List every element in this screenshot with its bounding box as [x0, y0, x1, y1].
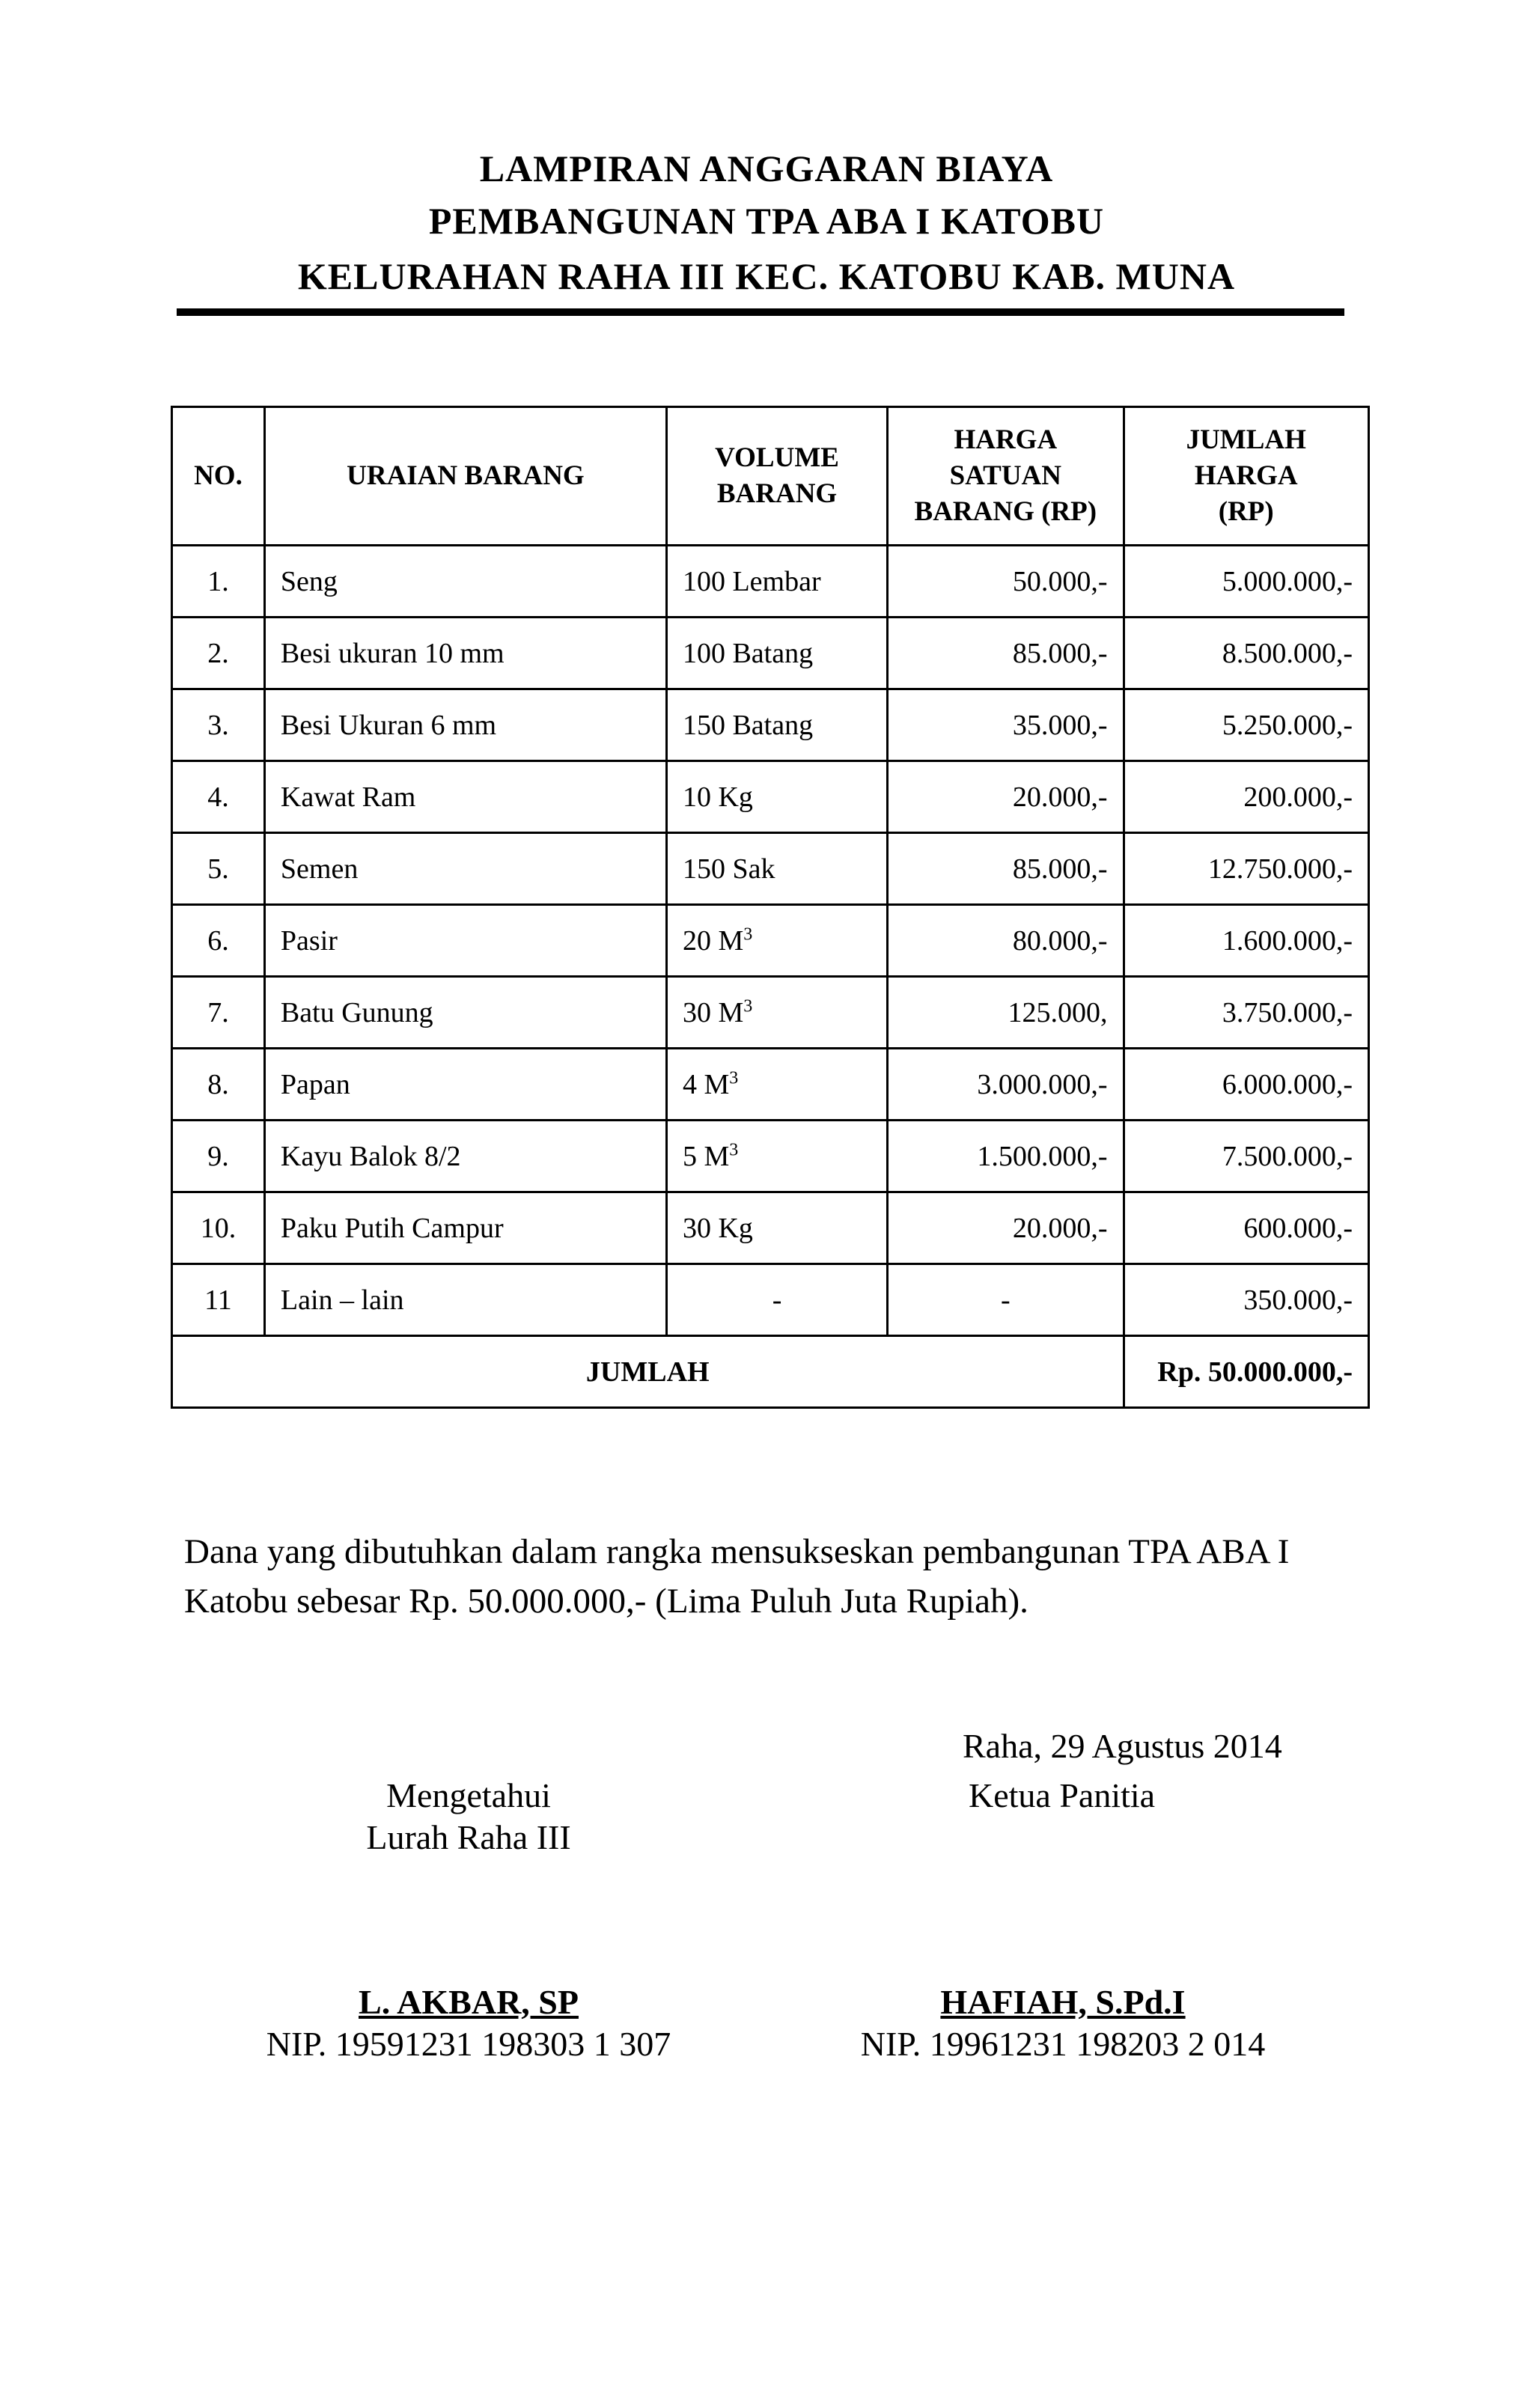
row-description-text: Besi ukuran 10 mm [280, 637, 505, 669]
row-total-price-text: 3.750.000,- [1222, 996, 1353, 1028]
row-number-text: 6. [207, 924, 229, 957]
paragraph-line-1: Dana yang dibutuhkan dalam rangka mensukseskan pembangunan TPA ABA I [184, 1532, 1290, 1571]
row-unit-price-text: 80.000,- [1012, 924, 1108, 957]
table-row [172, 761, 1369, 833]
table-row [172, 689, 1369, 761]
header-unit-line-2: SATUAN [949, 460, 1062, 491]
row-unit-price [888, 1192, 1124, 1264]
row-description [264, 905, 666, 977]
row-number [172, 905, 265, 977]
row-description-text: Seng [280, 565, 338, 597]
header-volume [666, 407, 887, 546]
row-volume-text: - [772, 1284, 782, 1316]
row-total-price-text: 600.000,- [1243, 1212, 1353, 1244]
left-signatory-nip: NIP. 19591231 198303 1 307 [266, 2025, 671, 2063]
table-row [172, 1049, 1369, 1121]
row-number [172, 1049, 265, 1121]
header-total-line-2: HARGA [1194, 460, 1298, 491]
row-description-text: Pasir [280, 924, 338, 957]
row-unit-price-text: 20.000,- [1012, 781, 1108, 813]
left-role-1: Mengetahui [386, 1776, 551, 1814]
row-total-price-text: 8.500.000,- [1222, 637, 1353, 669]
row-volume-text: 150 Sak [682, 853, 775, 885]
row-description-text: Semen [280, 853, 359, 885]
row-number-text: 2. [207, 637, 229, 669]
right-signatory-nip: NIP. 19961231 198203 2 014 [860, 2025, 1266, 2063]
table-row [172, 618, 1369, 689]
table-row [172, 1121, 1369, 1192]
row-number-text: 11 [204, 1284, 232, 1316]
table-row [172, 833, 1369, 905]
row-description-text: Batu Gunung [280, 996, 433, 1028]
row-total-price [1124, 1049, 1369, 1121]
header-no: NO. [172, 407, 265, 546]
row-unit-price-text: 50.000,- [1012, 565, 1108, 597]
row-description [264, 977, 666, 1049]
row-unit-price [888, 1121, 1124, 1192]
row-total-price-text: 1.600.000,- [1222, 924, 1353, 957]
row-volume-text: 4 M [682, 1068, 730, 1100]
table-header-row [172, 407, 1369, 546]
row-number [172, 546, 265, 618]
row-total-price [1124, 761, 1369, 833]
header-unit-price [888, 407, 1124, 546]
header-total-price [1124, 407, 1369, 546]
row-description [264, 1121, 666, 1192]
row-unit-price [888, 977, 1124, 1049]
row-total-price [1124, 1264, 1369, 1336]
row-number [172, 977, 265, 1049]
row-total-price [1124, 833, 1369, 905]
row-description [264, 833, 666, 905]
row-number [172, 761, 265, 833]
row-number [172, 833, 265, 905]
row-total-price-text: 350.000,- [1243, 1284, 1353, 1316]
row-unit-price-text: 125.000, [1008, 996, 1108, 1028]
row-number [172, 689, 265, 761]
row-volume-text: 100 Lembar [682, 565, 821, 597]
header-unit-line-1: HARGA [954, 424, 1058, 455]
row-number-text: 4. [207, 781, 229, 813]
row-description [264, 1192, 666, 1264]
left-signatory-name: L. AKBAR, SP [359, 1983, 579, 2021]
right-role: Ketua Panitia [969, 1776, 1156, 1814]
row-volume [666, 761, 887, 833]
row-volume [666, 977, 887, 1049]
volume-superscript: 3 [729, 1139, 739, 1159]
row-total-price [1124, 546, 1369, 618]
sum-value: Rp. 50.000.000,- [1124, 1336, 1369, 1408]
table-row [172, 1264, 1369, 1336]
row-volume-text: 150 Batang [682, 709, 814, 741]
row-unit-price-text: 1.500.000,- [977, 1140, 1108, 1172]
header-volume-line-2: BARANG [716, 478, 838, 509]
row-unit-price [888, 1049, 1124, 1121]
row-volume-text: 20 M [682, 924, 744, 957]
row-volume [666, 1049, 887, 1121]
row-total-price-text: 5.000.000,- [1222, 565, 1353, 597]
row-unit-price-text: 85.000,- [1012, 637, 1108, 669]
header-total-line-3: (RP) [1218, 496, 1274, 527]
row-volume-text: 30 Kg [682, 1212, 753, 1244]
row-volume [666, 905, 887, 977]
row-unit-price [888, 761, 1124, 833]
row-unit-price-text: 20.000,- [1012, 1212, 1108, 1244]
row-volume [666, 689, 887, 761]
row-number-text: 7. [207, 996, 229, 1028]
row-total-price [1124, 905, 1369, 977]
row-description [264, 689, 666, 761]
left-role-2: Lurah Raha III [366, 1818, 571, 1856]
row-description [264, 761, 666, 833]
row-volume [666, 833, 887, 905]
place-date: Raha, 29 Agustus 2014 [963, 1727, 1282, 1765]
header-volume-line-1: VOLUME [715, 442, 839, 473]
table-row [172, 905, 1369, 977]
table-row [172, 546, 1369, 618]
row-unit-price [888, 546, 1124, 618]
right-signatory-name: HAFIAH, S.Pd.I [940, 1983, 1186, 2021]
volume-superscript: 3 [743, 996, 753, 1016]
table-row [172, 977, 1369, 1049]
volume-superscript: 3 [743, 924, 753, 944]
row-description-text: Paku Putih Campur [280, 1212, 504, 1244]
row-volume [666, 1192, 887, 1264]
row-total-price-text: 200.000,- [1243, 781, 1353, 813]
title-line-1: LAMPIRAN ANGGARAN BIAYA [479, 147, 1054, 189]
row-number [172, 1192, 265, 1264]
row-volume [666, 618, 887, 689]
row-description-text: Besi Ukuran 6 mm [280, 709, 497, 741]
volume-superscript: 3 [729, 1067, 739, 1088]
row-unit-price-text: 35.000,- [1012, 709, 1108, 741]
row-number-text: 10. [200, 1212, 237, 1244]
row-description-text: Lain – lain [280, 1284, 404, 1316]
row-description [264, 546, 666, 618]
row-volume-text: 100 Batang [682, 637, 814, 669]
header-description: URAIAN BARANG [264, 407, 666, 546]
row-total-price-text: 6.000.000,- [1222, 1068, 1353, 1100]
row-description [264, 1049, 666, 1121]
budget-table [171, 406, 1370, 1409]
row-total-price-text: 7.500.000,- [1222, 1140, 1353, 1172]
row-total-price [1124, 1192, 1369, 1264]
row-unit-price [888, 1264, 1124, 1336]
row-total-price [1124, 689, 1369, 761]
row-unit-price-text: 85.000,- [1012, 853, 1108, 885]
row-description-text: Kawat Ram [280, 781, 416, 813]
row-number-text: 5. [207, 853, 229, 885]
row-total-price-text: 12.750.000,- [1207, 853, 1353, 885]
row-volume [666, 1264, 887, 1336]
row-number-text: 9. [207, 1140, 229, 1172]
table-row [172, 1192, 1369, 1264]
row-number-text: 1. [207, 565, 229, 597]
row-total-price [1124, 1121, 1369, 1192]
row-number [172, 618, 265, 689]
row-volume-text: 30 M [682, 996, 744, 1028]
paragraph-line-2: Katobu sebesar Rp. 50.000.000,- (Lima Puluh Juta Rupiah). [184, 1582, 1028, 1621]
row-volume [666, 546, 887, 618]
row-unit-price [888, 618, 1124, 689]
row-unit-price [888, 833, 1124, 905]
row-description [264, 618, 666, 689]
row-description-text: Kayu Balok 8/2 [280, 1140, 461, 1172]
row-volume-text: 5 M [682, 1140, 730, 1172]
row-number [172, 1264, 265, 1336]
row-number-text: 8. [207, 1068, 229, 1100]
row-number [172, 1121, 265, 1192]
funding-paragraph [184, 1527, 1352, 1626]
row-total-price-text: 5.250.000,- [1222, 709, 1353, 741]
row-description [264, 1264, 666, 1336]
row-unit-price [888, 905, 1124, 977]
row-unit-price-text: 3.000.000,- [977, 1068, 1108, 1100]
row-unit-price [888, 689, 1124, 761]
title-line-2: PEMBANGUNAN TPA ABA I KATOBU [428, 200, 1105, 242]
row-volume-text: 10 Kg [682, 781, 753, 813]
table-sum-row [172, 1336, 1369, 1408]
header-total-line-1: JUMLAH [1186, 424, 1306, 455]
row-number-text: 3. [207, 709, 229, 741]
title-underline [177, 308, 1344, 316]
title-line-3: KELURAHAN RAHA III KEC. KATOBU KAB. MUNA [297, 255, 1236, 297]
row-volume [666, 1121, 887, 1192]
row-total-price [1124, 977, 1369, 1049]
sum-label: JUMLAH [172, 1336, 1124, 1408]
row-total-price [1124, 618, 1369, 689]
row-description-text: Papan [280, 1068, 350, 1100]
header-unit-line-3: BARANG (RP) [914, 496, 1097, 527]
row-unit-price-text: - [1000, 1284, 1011, 1316]
